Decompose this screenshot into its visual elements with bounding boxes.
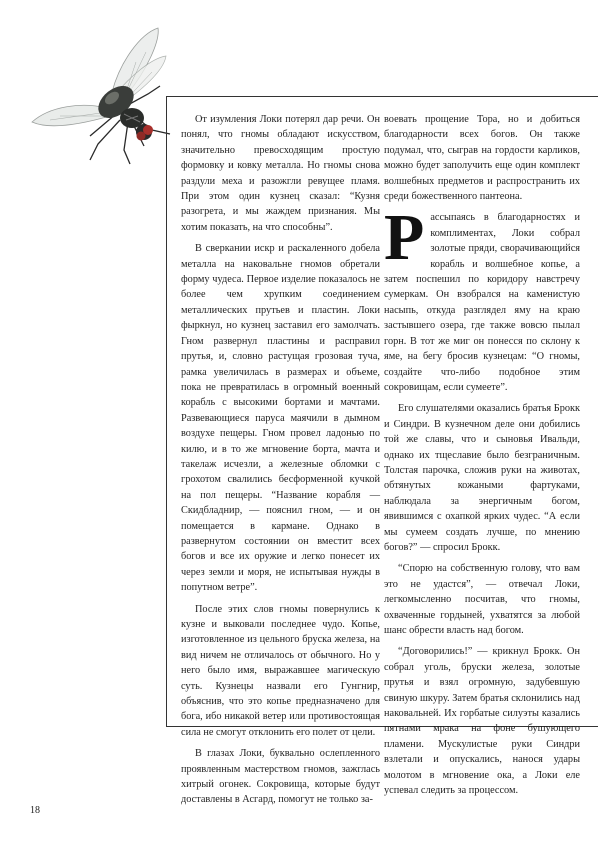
paragraph: Его слушателями оказались братья Брокк и Синдри. В кузнечном деле они добились той же славы, что и сыновья Ивальди, однако их тщеславие было безграничным. Толстая парочка, сложив руки на животах, обтянутых кожаными фартуками, наблюдала за энергичным богом, явившимся с охапкой ярких чудес. “А если мы сумеем создать лучше, по мнению богов?” — спросил Брокк. bbox=[384, 403, 580, 553]
left-column bbox=[181, 112, 380, 808]
paragraph: В глазах Локи, буквально ослепленного проявленным мастерством гномов, зажглась хитрый огонек. Сокровища, которые будут доставлены в Асгард, помогут не только за- bbox=[181, 748, 380, 806]
drop-cap: Р bbox=[384, 201, 425, 275]
fly-illustration bbox=[20, 22, 185, 172]
right-column bbox=[384, 112, 580, 798]
paragraph: “Спорю на собственную голову, что вам это не удастся”, — отвечал Локи, легкомысленно посчитав, что гномы, охваченные гордыней, ухватятся за любой шанс обрести власть над богом. bbox=[384, 563, 580, 636]
paragraph-continued: воевать прощение Тора, но и добиться благодарности всех богов. Он также подумал, что, сыграв на гордости карликов, можно будет заполучить еще один комплект волшебных предметов и распространить их среди божественного пантеона. bbox=[384, 114, 580, 203]
paragraph: “Договорились!” — крикнул Брокк. Он собрал уголь, бруски железа, золотые прутья и взял огромную, задубевшую свиную шкуру. Затем братья склонились над наковальней. Их горбатые силуэты казались пятнами мрака на фоне бушующего пламени. Мускулистые руки Синдри взлетали и опускались, нанося удары молотом в мгновение ока, а Локи еле успевал следить за процессом. bbox=[384, 646, 580, 797]
drop-cap-paragraph bbox=[384, 201, 580, 395]
paragraph: После этих слов гномы повернулись к кузне и выковали последнее чудо. Копье, изготовленное из цельного бруска железа, на вид ничем не отличалось от обычного. Но у него было имя, выражавшее магическую суть. Кузнецы назвали его Гунгнир, объяснив, что это копье предназначено для бога, ибо никакой ветер или противостоящая сила не смогут отклонить его полет от цели. bbox=[181, 603, 380, 738]
drop-cap-paragraph-text: ассыпаясь в благодарностях и комплиментах, Локи собрал золотые пряди, сворачивающийся корабль и волшебное копье, а затем поспешил по коридору навстречу сумеркам. Он взобрался на каменистую насыпь, откуда разглядел яму на краю застывшего озера, где также вовсю пылал горн. В тот же миг он понесся по склону к яме, на бегу бросив кузнецам: “О гномы, создайте что-либо подобное этим сокровищам, если сумеете”. bbox=[384, 212, 580, 393]
paragraph: В сверкании искр и раскаленного добела металла на наковальне гномов обретали форму чудеса. Первое изделие показалось не более чем хрупким соединением металлических прутьев и пластин. Локи фыркнул, но кузнец заставил его замолчать. Гном развернул пластины и расправил прутья, и, словно растущая грозовая туча, рамка увеличилась в размерах и объеме, пока не превратилась в огромный военный корабль с высокими бортами и мачтами. Развевающиеся паруса маячили в дымном воздухе пещеры. Гном провел ладонью по килю, и в то же мгновение борта, мачта и такелаж исчезли, а железные обломки с грохотом свалились бесформенной кучкой на пол пещеры. “Название корабля — Скидбладнир, — пояснил гном, — и он помещается в кармане. Однако в развернутом состоянии он вместит всех богов и все их оружие и легко понесет их через земли и моря, не испытывая нужды в попутном ветре”. bbox=[181, 243, 380, 594]
paragraph: От изумления Локи потерял дар речи. Он понял, что гномы обладают искусством, значительно превосходящим простую формовку и ковку металла. Но гномы снова раздули меха и разожгли ревущее пламя. При этом один кузнец сказал: “Кузня разогрета, и мы жаждем признания. Мы хотим показать, на что способны”. bbox=[181, 114, 380, 233]
page-number: 18 bbox=[30, 805, 40, 816]
